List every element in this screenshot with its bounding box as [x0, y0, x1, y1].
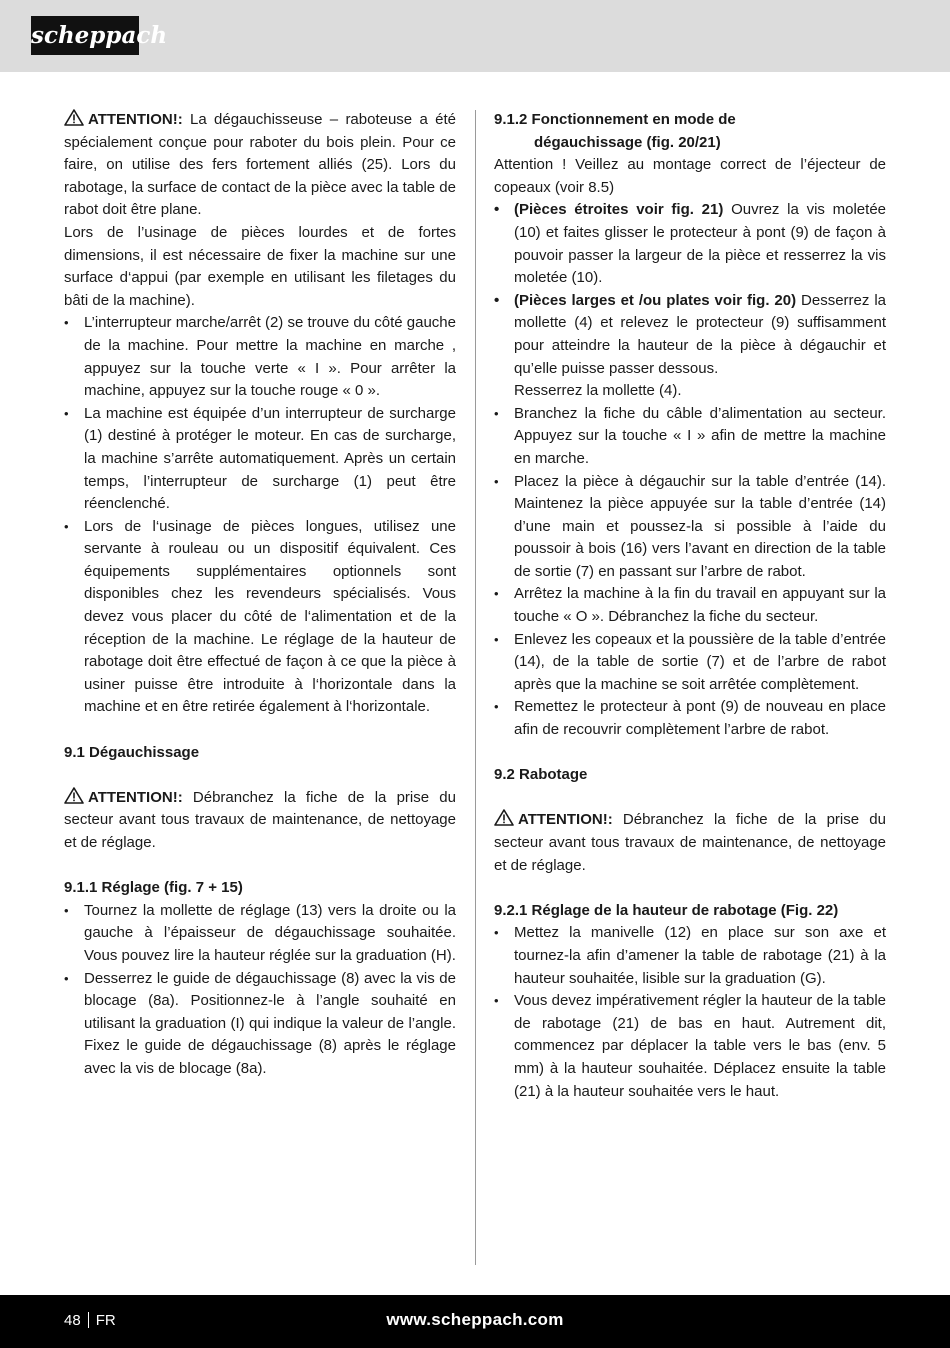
warning-label: ATTENTION!:	[88, 111, 183, 128]
section-heading: 9.1.2 Fonctionnement en mode de	[494, 111, 736, 128]
warning-triangle-icon	[494, 809, 514, 826]
section-heading: 9.2.1 Réglage de la hauteur de rabotage (Fig. 22)	[494, 901, 839, 919]
list-item	[494, 290, 886, 380]
list-item: • Vous devez impérativement régler la hauteur de la table de rabotage (21) de bas en haut. Autrement dit, commencez par déplacer la table vers le bas (env. 5 mm) à la hauteur souhaitée. Déplacez ensuite la table (21) à la hauteur souhaitée vers le haut.	[494, 990, 886, 1103]
left-column	[64, 109, 456, 1081]
bullet-label: (Pièces larges et /ou plates voir fig. 20)	[514, 291, 797, 309]
warning-paragraph	[494, 809, 886, 877]
heavy-parts-paragraph: Lors de l’usinage de pièces lourdes et de fortes dimensions, il est nécessaire de fixer la machine sur une surface d‘appui (par exemple en utilisant les filetages du bâti de la machine).	[64, 223, 456, 309]
bullet-label: (Pièces étroites voir fig. 21)	[514, 201, 724, 219]
intro-paragraph: Attention ! Veillez au montage correct de l’éjecteur de copeaux (voir 8.5)	[494, 156, 886, 196]
warning-text: Débranchez la fiche de la prise du secteur avant tous travaux de maintenance, de nettoyage et de réglage.	[64, 788, 456, 851]
warning-text: La dégauchisseuse – raboteuse a été spécialement conçue pour raboter du bois plein. Pour ce faire, on utilise des fers fortement alliés (25). Lors du rabotage, la surface de contact de la pièce avec la table de rabot doit être plane.	[64, 111, 456, 219]
tighten-note: Resserrez la mollette (4).	[514, 382, 682, 400]
section-heading: 9.2 Rabotage	[494, 766, 588, 784]
warning-paragraph	[64, 109, 456, 222]
list-item: • Branchez la fiche du câble d’alimentation au secteur. Appuyez sur la touche « I » afin de mettre la machine en marche.	[494, 403, 886, 471]
list-item: • La machine est équipée d’un interrupteur de surcharge (1) destiné à protéger le moteur. En cas de surcharge, la machine s’arrête automatiquement. Après un certain temps, l’interrupteur de surcharge (1) peut être réenclenché.	[64, 403, 456, 516]
list-item: • Desserrez le guide de dégauchissage (8) avec la vis de blocage (8a). Positionnez-le à l’angle souhaité en utilisant la graduation (I) qui indique la valeur de l’angle. Fixez le guide de dégauchissage (8) après le réglage avec la vis de blocage (8a).	[64, 968, 456, 1081]
warning-triangle-icon	[64, 787, 84, 804]
operation-bullets	[494, 403, 886, 742]
page-header	[0, 0, 950, 72]
list-item: • Remettez le protecteur à pont (9) de nouveau en place afin de recouvrir complètement l’arbre de rabot.	[494, 696, 886, 741]
list-item	[494, 199, 886, 289]
scheppach-logo: scheppach	[31, 16, 139, 55]
bullet-text: Ouvrez la vis moletée (10) et faites glisser le protecteur à pont (9) de façon à pouvoir passer la largeur de la pièce et resserrez la vis moletée (10).	[514, 201, 886, 287]
page-footer	[0, 1295, 950, 1348]
warning-triangle-icon	[64, 109, 84, 126]
planing-height-bullets	[494, 922, 886, 1103]
bullet-text: Desserrez la mollette (4) et relevez le protecteur (9) suffisamment pour atteindre la hauteur de la pièce à dégauchir et qu’elle puisse passer dessous.	[514, 291, 886, 377]
column-divider	[475, 110, 476, 1265]
workpiece-bullets	[494, 199, 886, 380]
list-item: • Enlevez les copeaux et la poussière de la table d’entrée (14), de la table de sortie (7) et de l’arbre de rabot après que la machine se soit arrêtée complètement.	[494, 629, 886, 697]
warning-label: ATTENTION!:	[88, 788, 183, 806]
page-number-value: 48	[64, 1312, 81, 1329]
section-heading: 9.1.1 Réglage (fig. 7 + 15)	[64, 879, 243, 897]
list-item: • Arrêtez la machine à la fin du travail en appuyant sur la touche « O ». Débranchez la fiche du secteur.	[494, 583, 886, 628]
section-heading-continued: dégauchissage (fig. 20/21)	[534, 133, 721, 151]
list-item: • Mettez la manivelle (12) en place sur son axe et tournez-la afin d’amener la table de rabotage (21) à la hauteur souhaitée, lisible sur la graduation (G).	[494, 922, 886, 990]
language-code: FR	[95, 1312, 116, 1329]
section-heading: 9.1 Dégauchissage	[64, 743, 200, 761]
switch-bullets	[64, 312, 456, 719]
warning-label: ATTENTION!:	[518, 811, 613, 829]
warning-text: Débranchez la fiche de la prise du secteur avant tous travaux de maintenance, de nettoyage et de réglage.	[494, 811, 886, 874]
adjustment-bullets	[64, 900, 456, 1081]
list-item: • Lors de l‘usinage de pièces longues, utilisez une servante à rouleau ou un dispositif équivalent. Ces équipements supplémentaires optionnels sont disponibles chez les revendeurs spécialisés. Vous devez vous placer du côté de l‘alimentation et de la réception de la machine. Le réglage de la hauteur de rabotage doit être effectué de façon à ce que la pièce à usiner puisse être introduite à l‘horizontale dans la machine et en être retirée également à l‘horizontale.	[64, 516, 456, 719]
list-item: • Tournez la mollette de réglage (13) vers la droite ou la gauche à l’épaisseur de dégauchissage souhaitée. Vous pouvez lire la hauteur réglée sur la graduation (H).	[64, 900, 456, 968]
list-item: • L’interrupteur marche/arrêt (2) se trouve du côté gauche de la machine. Pour mettre la machine en marche , appuyez sur la touche verte « I ». Pour arrêter la machine, appuyez sur la touche rouge « 0 ».	[64, 312, 456, 402]
website-link[interactable]: www.scheppach.com	[386, 1310, 564, 1329]
warning-paragraph	[64, 787, 456, 855]
list-item: • Placez la pièce à dégauchir sur la table d’entrée (14). Maintenez la pièce appuyée sur la table d’entrée (14) d’une main et poussez-la si possible à l’aide du poussoir à bois (16) vers l’avant en direction de la table de sortie (7) en passant sur l’arbre de rabot.	[494, 471, 886, 584]
right-column	[494, 109, 886, 1103]
